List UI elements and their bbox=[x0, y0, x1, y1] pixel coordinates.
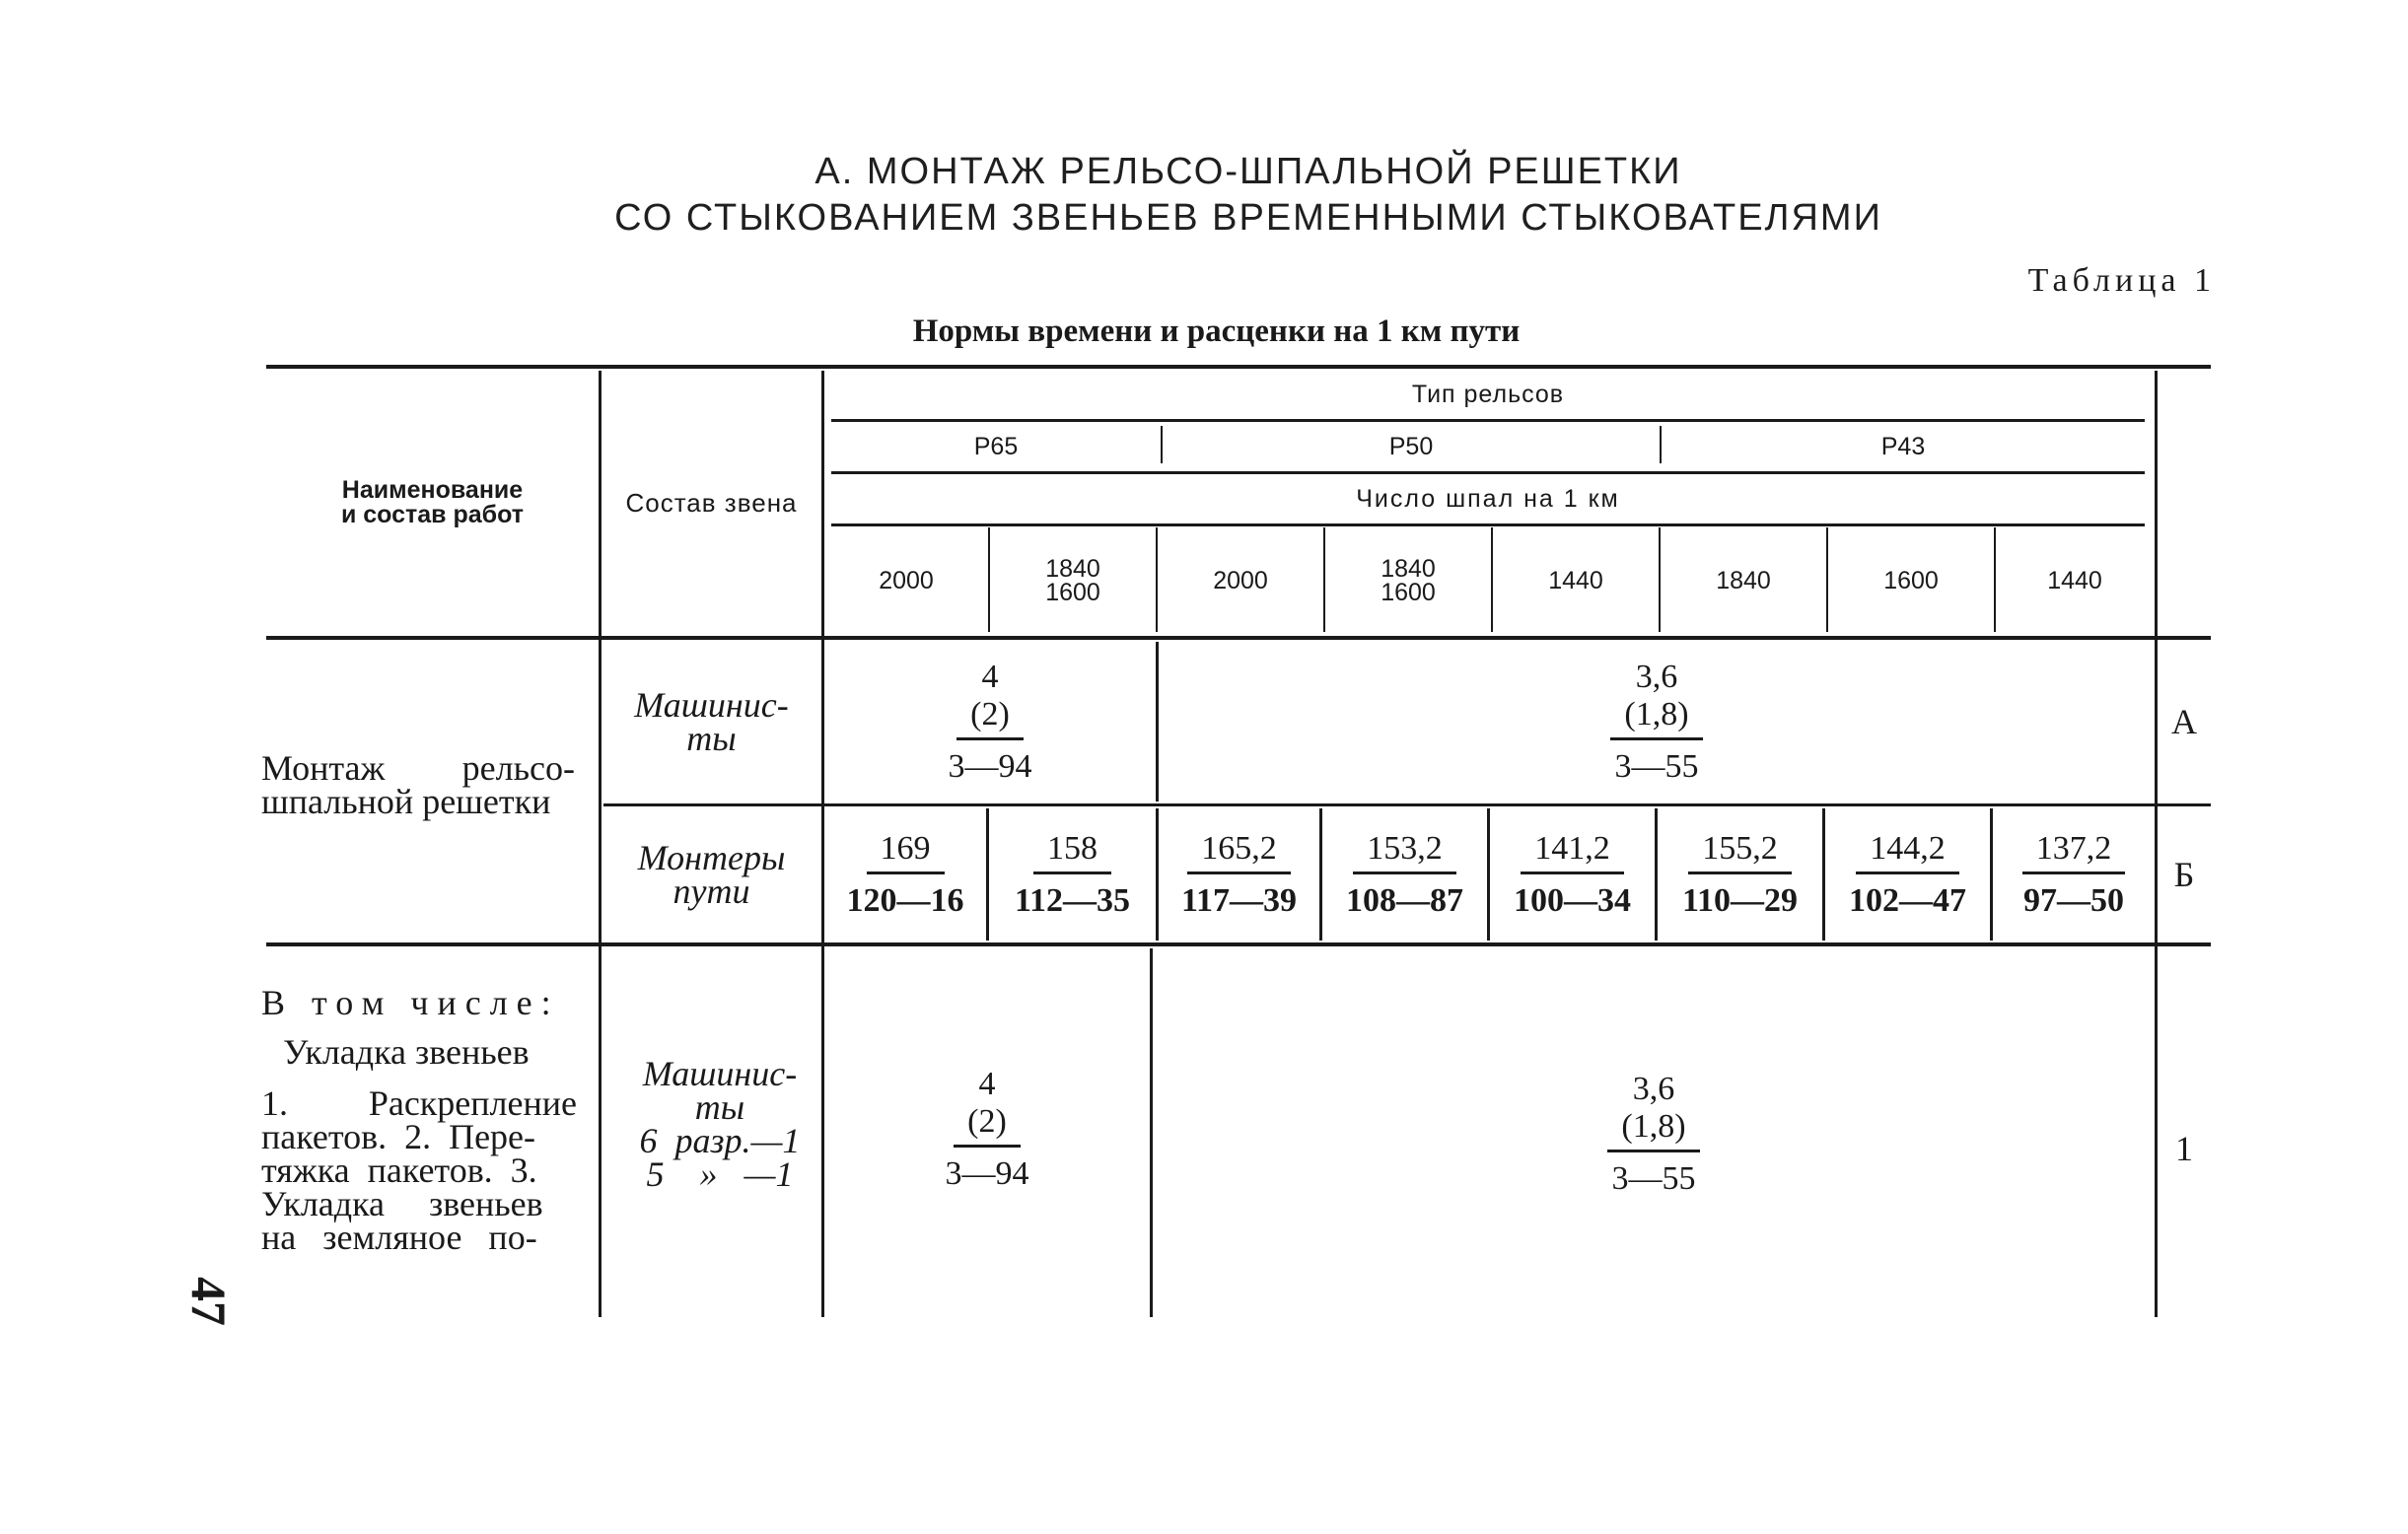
header-sleeper-col-4 bbox=[1325, 527, 1491, 634]
row-b-crew-line1: Монтеры bbox=[637, 838, 786, 877]
row-b-fraction-8 bbox=[2022, 830, 2126, 920]
row-b-price-6: 110—29 bbox=[1681, 881, 1799, 919]
row-b-price-3: 117—39 bbox=[1180, 881, 1298, 919]
row-b-fraction-6 bbox=[1682, 830, 1798, 920]
row-b-fraction-2 bbox=[1015, 830, 1130, 920]
row-b-price-5: 100—34 bbox=[1514, 881, 1631, 919]
rule-header-bottom bbox=[266, 636, 2211, 640]
rule-rails bbox=[831, 471, 2145, 474]
row-sub-rest-price: 3—55 bbox=[1611, 1159, 1696, 1197]
row-a-letter: А bbox=[2171, 702, 2197, 741]
header-rail-p50: Р50 bbox=[1388, 432, 1434, 460]
row-sub-desc-1: 1. Раскрепление bbox=[261, 1083, 577, 1123]
row-sub-rest-cell bbox=[1153, 1060, 2155, 1208]
header-sleeper-col-6 bbox=[1661, 527, 1826, 634]
row-sub-desc-2: пакетов. 2. Пере- bbox=[261, 1117, 536, 1156]
header-sleeper-col-5 bbox=[1493, 527, 1659, 634]
row-a-p65-price: 3—94 bbox=[948, 747, 1032, 785]
header-sleeper-col-3 bbox=[1158, 527, 1323, 634]
header-crew: Состав звена bbox=[625, 487, 798, 518]
row-sub-rest-sub: (1,8) bbox=[1607, 1108, 1699, 1152]
header-work-name bbox=[266, 463, 599, 542]
row-sub-p65-fraction bbox=[946, 1066, 1029, 1193]
row-b-norm-8: 137,2 bbox=[2022, 830, 2126, 874]
section-heading-line1: А. МОНТАЖ РЕЛЬСО-ШПАЛЬНОЙ РЕШЕТКИ bbox=[814, 151, 1682, 192]
row-b-norm-4: 153,2 bbox=[1353, 830, 1456, 874]
row-sub-p65-sub: (2) bbox=[954, 1103, 1021, 1148]
row-b-fraction-4 bbox=[1346, 830, 1463, 920]
row-b-cell-4 bbox=[1322, 808, 1487, 941]
row-sub-crew-line3: 6 разр.—1 bbox=[639, 1121, 801, 1160]
row-sub-crew-line4: 5 » —1 bbox=[646, 1154, 794, 1194]
row-b-fraction-1 bbox=[847, 830, 964, 920]
row-a-p65-norm: 4 bbox=[981, 658, 999, 695]
header-sleeper-col-2-value-1: 1840 bbox=[1045, 555, 1100, 583]
header-rail-p65: Р65 bbox=[973, 432, 1019, 460]
row-b-fraction-7 bbox=[1849, 830, 1966, 920]
row-sub-p65-cell bbox=[824, 1055, 1150, 1203]
row-sub-p65-norm: 4 bbox=[978, 1065, 996, 1102]
row-b-norm-1: 169 bbox=[867, 830, 945, 874]
header-sleeper-col-7 bbox=[1828, 527, 1994, 634]
header-sleeper-col-5-value: 1440 bbox=[1548, 566, 1603, 594]
rule-row-a-b bbox=[603, 803, 2211, 806]
rule-rail-type bbox=[831, 419, 2145, 422]
row-b-cell-5 bbox=[1490, 808, 1655, 941]
row-b-norm-2: 158 bbox=[1033, 830, 1111, 874]
row-sub-desc-4: Укладка звеньев bbox=[261, 1184, 543, 1223]
row-a-p65-cell bbox=[824, 642, 1156, 802]
row-b-price-8: 97—50 bbox=[2023, 881, 2124, 919]
row-b-crew-line2: пути bbox=[673, 872, 750, 911]
row-b-norm-6: 155,2 bbox=[1688, 830, 1792, 874]
page-number: 47 bbox=[181, 1277, 237, 1326]
row-a-rest-norm: 3,6 bbox=[1635, 658, 1678, 695]
row-sub-number: 1 bbox=[2175, 1129, 2193, 1168]
row-b-norm-5: 141,2 bbox=[1521, 830, 1624, 874]
row-sub-rest-fraction bbox=[1607, 1071, 1699, 1198]
header-sleeper-col-1-value: 2000 bbox=[879, 566, 934, 594]
row-a-rest-price: 3—55 bbox=[1614, 747, 1699, 785]
row-b-price-7: 102—47 bbox=[1849, 881, 1966, 919]
row-a-rest-sub: (1,8) bbox=[1610, 696, 1702, 740]
header-sleeper-col-6-value: 1840 bbox=[1716, 566, 1771, 594]
row-main-name bbox=[261, 748, 575, 821]
row-b-cell-7 bbox=[1825, 808, 1990, 941]
row-sub-p65-price: 3—94 bbox=[945, 1154, 1029, 1192]
row-sub-name bbox=[261, 983, 577, 1257]
table-caption: Нормы времени и расценки на 1 км пути bbox=[912, 314, 1521, 349]
row-sub-desc-3: тяжка пакетов. 3. bbox=[261, 1150, 537, 1190]
row-b-cell-6 bbox=[1658, 808, 1822, 941]
row-b-price-2: 112—35 bbox=[1014, 881, 1131, 919]
header-sleepers-label: Число шпал на 1 км bbox=[1356, 484, 1620, 513]
header-sleeper-col-1 bbox=[824, 527, 988, 634]
row-b-fraction-3 bbox=[1181, 830, 1297, 920]
row-sub-including: В том числе: bbox=[261, 983, 560, 1022]
row-b-cell-2 bbox=[989, 808, 1156, 941]
row-a-p65-sub: (2) bbox=[956, 696, 1024, 740]
row-main-name-line2: шпальной решетки bbox=[261, 782, 551, 821]
table-label: Таблица 1 bbox=[2027, 262, 2216, 299]
header-sleeper-col-4-value-1: 1840 bbox=[1381, 555, 1436, 583]
rule-top bbox=[266, 365, 2211, 369]
row-b-fraction-5 bbox=[1514, 830, 1631, 920]
header-work-name-line1: Наименование bbox=[341, 476, 524, 504]
row-main-name-line1: Монтаж рельсо- bbox=[261, 748, 575, 788]
row-a-rest-fraction bbox=[1610, 659, 1702, 786]
row-sub-crew-line1: Машинис- bbox=[642, 1054, 798, 1093]
row-b-cell-1 bbox=[824, 808, 986, 941]
row-sub-crew-line2: ты bbox=[694, 1087, 745, 1127]
row-b-price-4: 108—87 bbox=[1346, 881, 1463, 919]
section-heading-line2: СО СТЫКОВАНИЕМ ЗВЕНЬЕВ ВРЕМЕННЫМИ СТЫКОВАТЕЛЯМИ bbox=[614, 197, 1882, 239]
header-sleeper-col-2-value-2: 1600 bbox=[1045, 579, 1100, 606]
row-b-price-1: 120—16 bbox=[846, 881, 964, 919]
row-b-norm-3: 165,2 bbox=[1187, 830, 1291, 874]
rule-main-bottom bbox=[266, 942, 2211, 946]
header-sleeper-col-8 bbox=[1996, 527, 2154, 634]
row-sub-rest-norm: 3,6 bbox=[1632, 1070, 1675, 1107]
header-sleeper-col-3-value: 2000 bbox=[1213, 566, 1268, 594]
row-b-norm-7: 144,2 bbox=[1856, 830, 1959, 874]
row-sub-crew bbox=[621, 1054, 818, 1194]
row-b-cell-8 bbox=[1993, 808, 2155, 941]
row-a-crew-line2: ты bbox=[686, 719, 737, 758]
row-a-crew-line1: Машинис- bbox=[634, 685, 789, 725]
row-b-crew bbox=[602, 808, 821, 941]
header-sleeper-col-8-value: 1440 bbox=[2047, 566, 2102, 594]
row-a-crew bbox=[602, 642, 821, 802]
header-rail-p43: Р43 bbox=[1880, 432, 1926, 460]
row-a-p65-fraction bbox=[949, 659, 1032, 786]
header-sleeper-col-7-value: 1600 bbox=[1883, 566, 1939, 594]
row-sub-desc-5: на земляное по- bbox=[261, 1218, 537, 1257]
header-sleeper-col-4-value-2: 1600 bbox=[1381, 579, 1436, 606]
row-sub-title: Укладка звеньев bbox=[283, 1032, 530, 1072]
row-a-rest-cell bbox=[1159, 642, 2155, 802]
row-b-cell-3 bbox=[1159, 808, 1319, 941]
rule-sleepers bbox=[831, 523, 2145, 526]
row-b-letter: Б bbox=[2173, 855, 2195, 894]
header-work-name-line2: и состав работ bbox=[340, 501, 525, 528]
header-sleeper-col-2 bbox=[990, 527, 1156, 634]
header-rail-type: Тип рельсов bbox=[1411, 380, 1565, 408]
